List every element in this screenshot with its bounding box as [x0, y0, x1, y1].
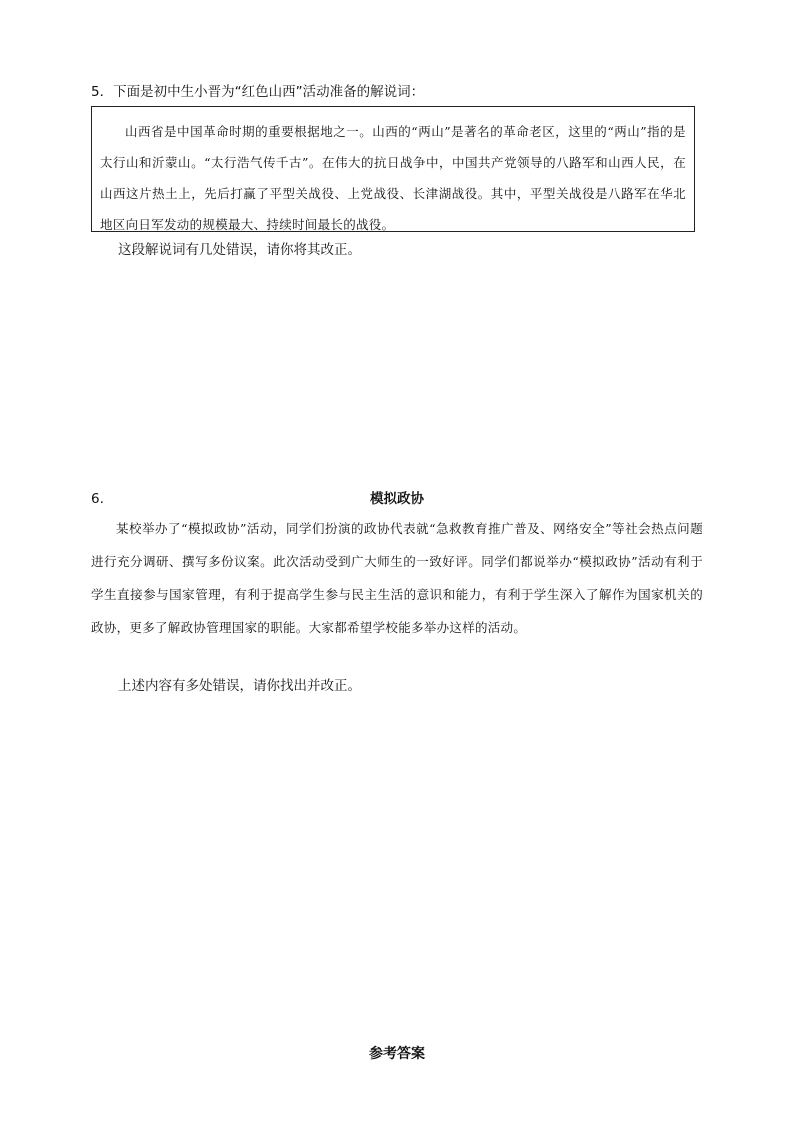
question-6-passage-block [91, 512, 703, 644]
question-6-heading: 模拟政协 [370, 491, 424, 507]
question-5-passage-box [91, 106, 695, 232]
question-5-title: 5．下面是初中生小晋为“红色山西”活动准备的解说词： [91, 84, 425, 100]
question-5-prompt: 这段解说词有几处错误，请你将其改正。 [118, 242, 361, 258]
question-6-passage: 某校举办了“模拟政协”活动，同学们扮演的政协代表就“急救教育推广普及、网络安全”等社会热点问题进行充分调研、撰写多份议案。此次活动受到广大师生的一致好评。同学们都说举办“模拟政协”活动有利于学生直接参与国家管理，有利于提高学生参与民主生活的意识和能力，有利于学生深入了解作为国家机关的政协，更多了解政协管理国家的职能。大家都希望学校能多举办这样的活动。 [91, 521, 703, 635]
question-6-number: 6. [91, 491, 104, 507]
answer-section-title: 参考答案 [369, 1046, 425, 1062]
question-6-prompt: 上述内容有多处错误，请你找出并改正。 [118, 678, 361, 694]
question-5-passage: 山西省是中国革命时期的重要根据地之一。山西的“两山”是著名的革命老区，这里的“两山”指的是太行山和沂蒙山。“太行浩气传千古”。在伟大的抗日战争中，中国共产党领导的八路军和山西人民，在山西这片热土上，先后打赢了平型关战役、上党战役、长津湖战役。其中，平型关战役是八路军在华北地区向日军发动的规模最大、持续时间最长的战役。 [100, 124, 686, 232]
